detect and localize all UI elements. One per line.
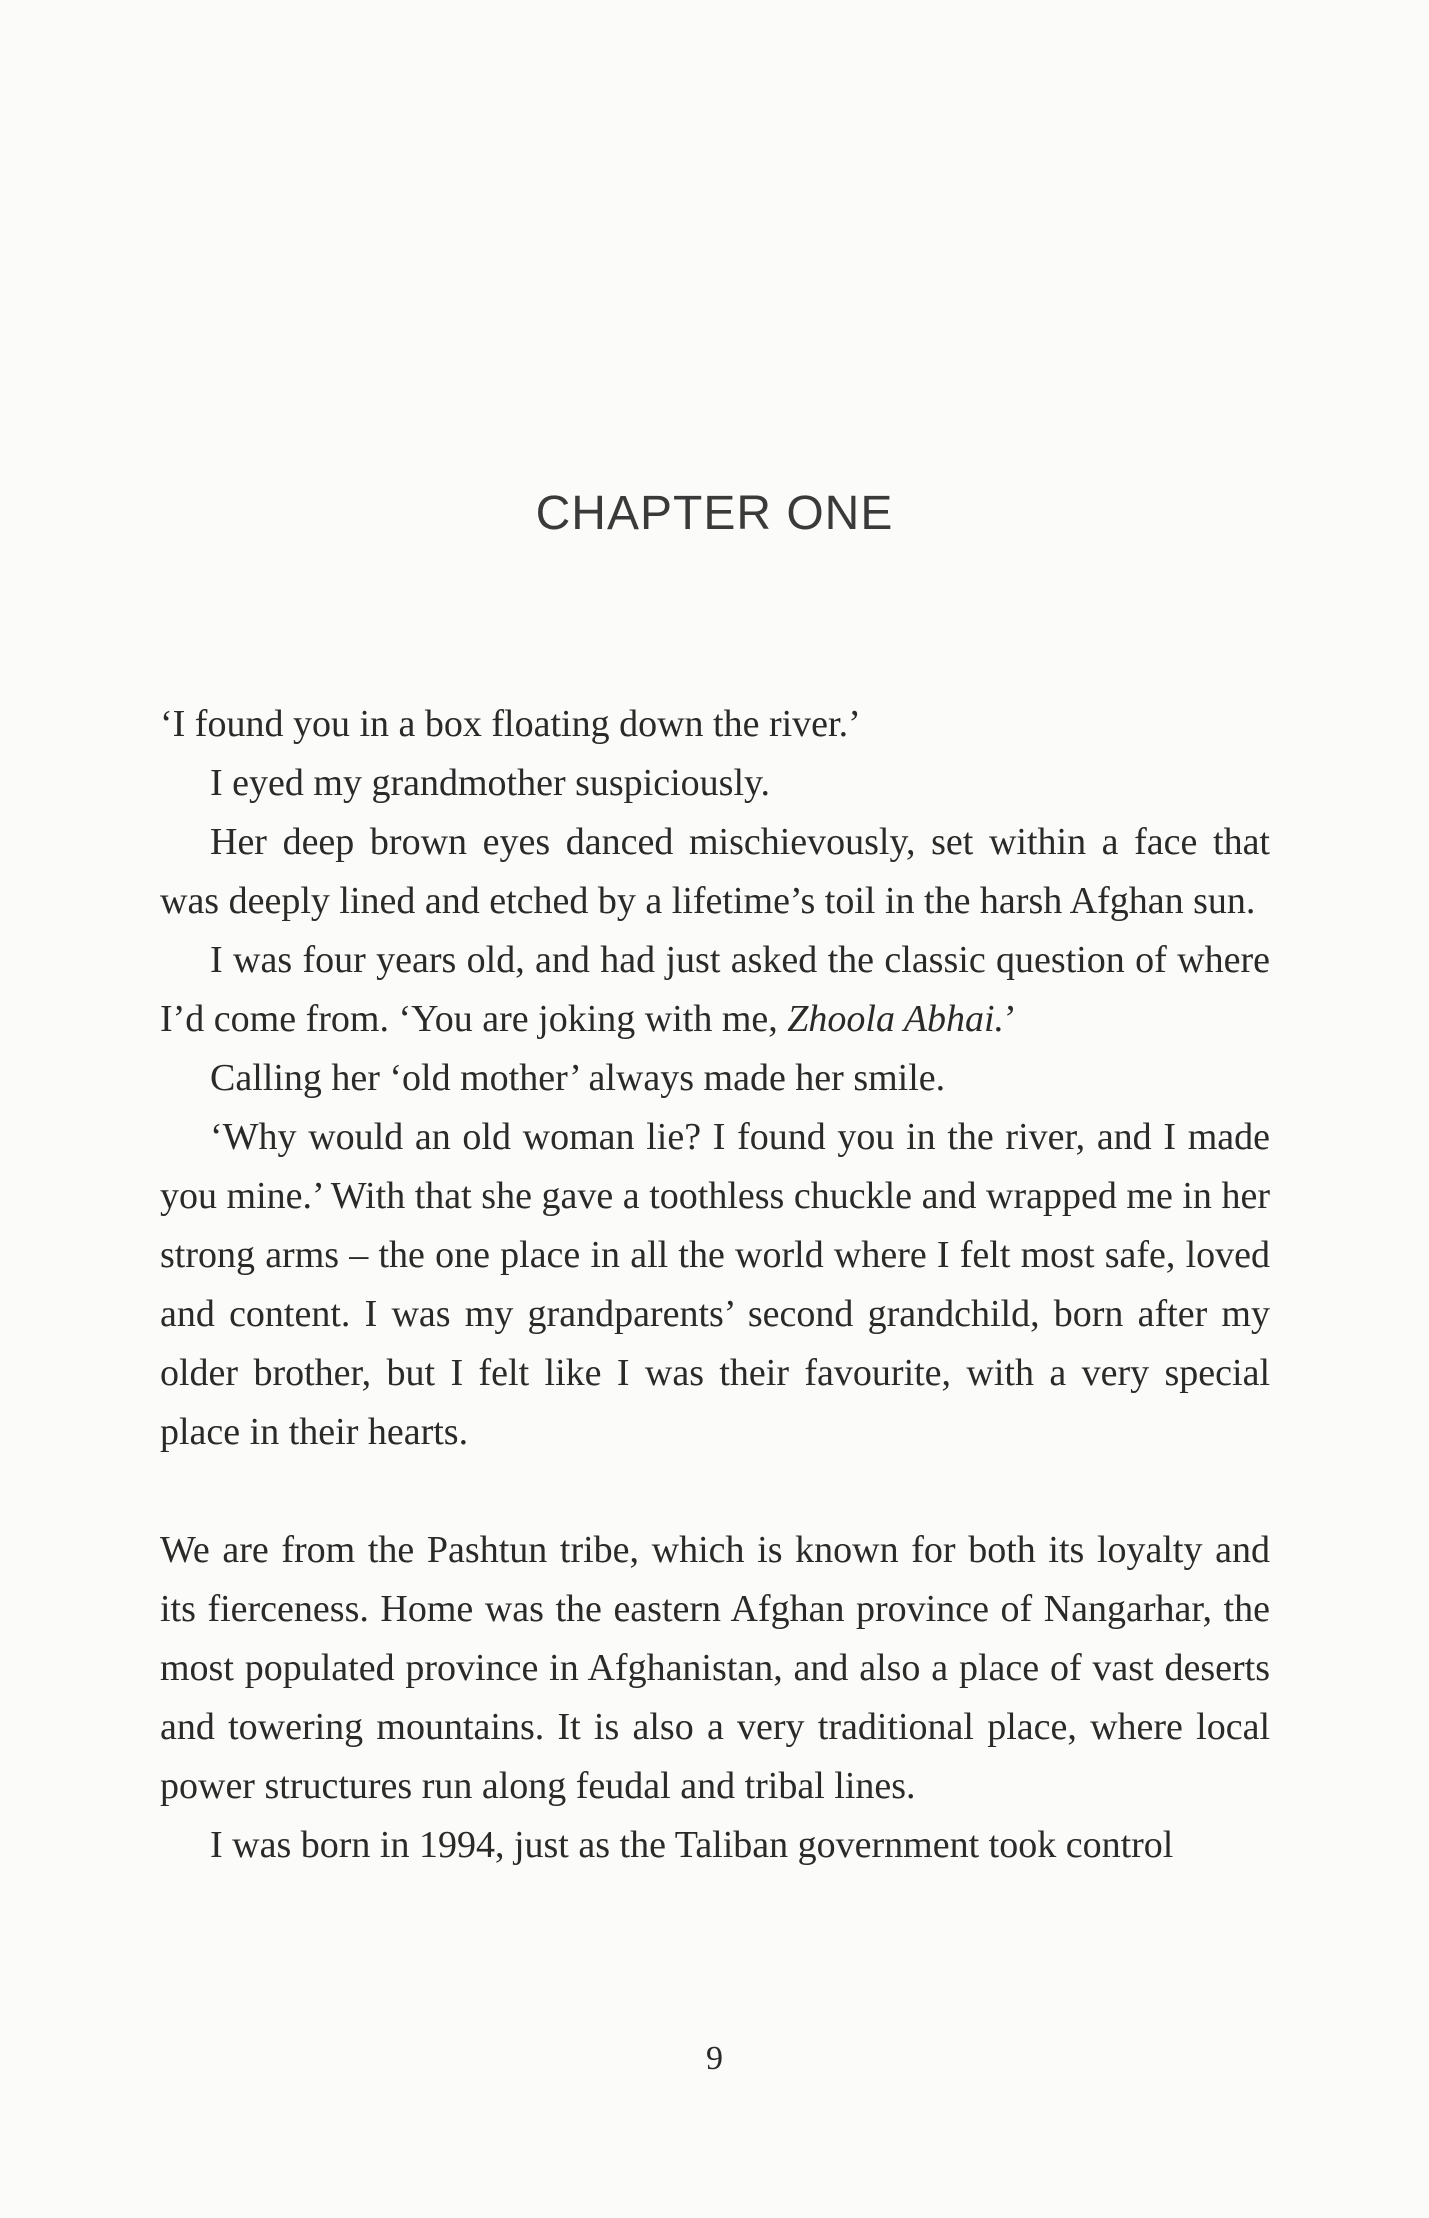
chapter-title: CHAPTER ONE bbox=[535, 487, 894, 540]
paragraph-text: I was born in 1994, just as the Taliban government took control bbox=[210, 1824, 1174, 1866]
page-number: 9 bbox=[706, 2040, 723, 2077]
paragraph bbox=[160, 813, 1270, 931]
paragraph-text: ‘Why would an old woman lie? I found you in the river, and I made you mine.’ With that she gave a toothless chuckle and wrapped me in her strong arms – the one place in all the world where I felt most safe, loved and content. I was my grandparents’ second grandchild, born after my older brother, but I felt like I was their favourite, with a very special place in their hearts. bbox=[160, 1116, 1270, 1453]
paragraph bbox=[160, 1049, 1270, 1108]
paragraph-text: I eyed my grandmother suspiciously. bbox=[210, 762, 771, 804]
paragraph-text: ‘I found you in a box floating down the river.’ bbox=[160, 703, 861, 745]
paragraph-text: Calling her ‘old mother’ always made her smile. bbox=[210, 1057, 946, 1099]
paragraph bbox=[160, 754, 1270, 813]
paragraph-text: I was four years old, and had just asked the classic question of where I’d come from. ‘You are joking with me, bbox=[160, 939, 1270, 1040]
paragraph bbox=[160, 1816, 1270, 1875]
paragraph bbox=[160, 931, 1270, 1049]
paragraph bbox=[160, 695, 1270, 754]
paragraph bbox=[160, 1521, 1270, 1816]
paragraph-text: ’ bbox=[1004, 998, 1017, 1040]
body-text bbox=[160, 695, 1270, 1875]
paragraph-text: Her deep brown eyes danced mischievously, set within a face that was deeply lined and etched by a lifetime’s toil in the harsh Afghan sun. bbox=[160, 821, 1270, 922]
paragraph-text: We are from the Pashtun tribe, which is known for both its loyalty and its fierceness. Home was the eastern Afghan province of Nangarhar, the most populated province in Afghanistan, and also a place of vast deserts and towering mountains. It is also a very traditional place, where local power structures run along feudal and tribal lines. bbox=[160, 1529, 1270, 1807]
paragraph bbox=[160, 1108, 1270, 1462]
italic-text: Zhoola Abhai. bbox=[787, 998, 1005, 1040]
